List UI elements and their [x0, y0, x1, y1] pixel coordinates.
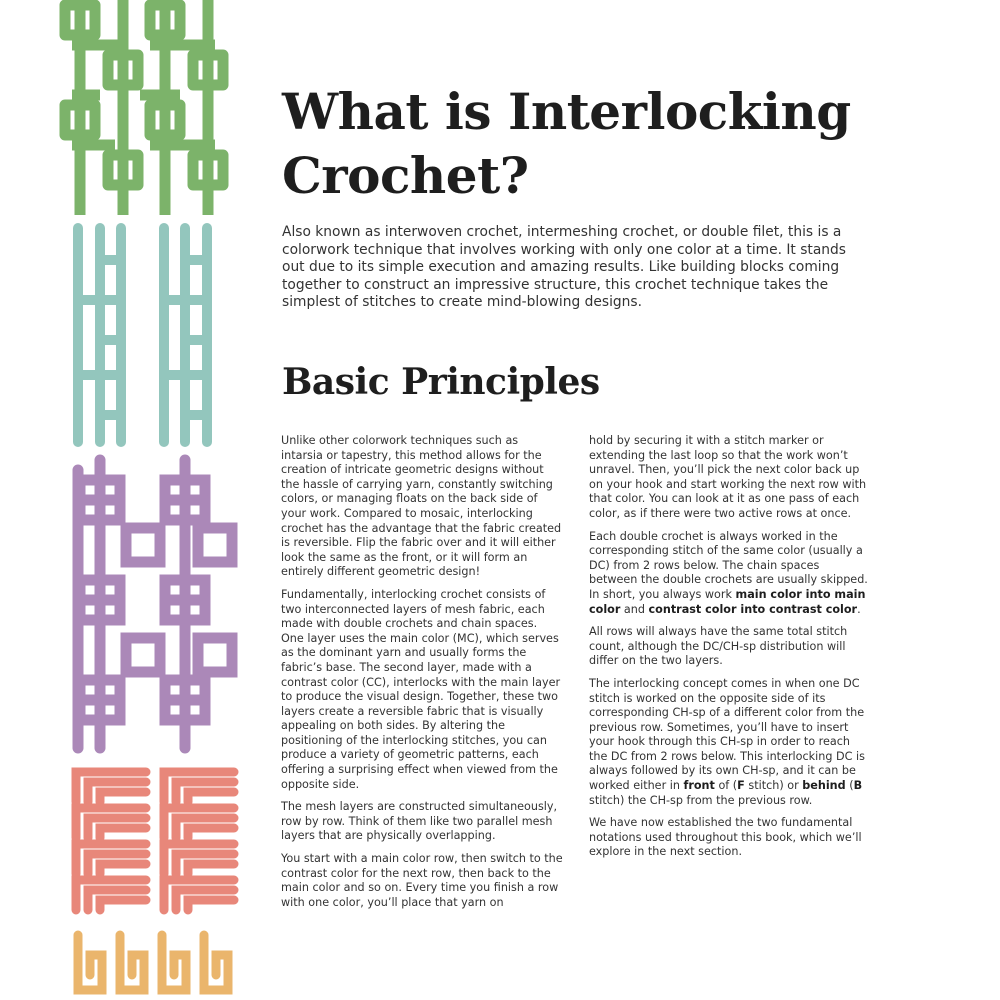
page-title: What is Interlocking Crochet?	[282, 82, 851, 205]
body-paragraph: Fundamentally, interlocking crochet consists of two interconnected layers of mesh fabric, each made with double crochets and chain spaces. One layer uses the main color (MC), which serves as the dominant yarn and usually forms the fabric’s base. The second layer, made with a contrast color (CC), interlocks with the main layer to produce the visual design. Together, these two layers create a reversible fabric that is visually appealing on both sides. By altering the positioning of the interlocking stitches, you can produce a variety of geometric patterns, each offering a surprising effect when viewed from the opposite side.	[281, 587, 561, 791]
pattern-shape	[100, 792, 146, 802]
left-text-column	[281, 434, 563, 918]
pattern-shape	[188, 828, 234, 838]
bold-front: front	[683, 779, 715, 793]
stitch-or-text: stitch) or	[748, 779, 799, 793]
end-text: stitch) the CH-sp from the previous row.	[589, 793, 813, 807]
pattern-shape	[188, 864, 234, 874]
pattern-shape	[100, 828, 146, 838]
intro-paragraph: Also known as interwoven crochet, intermeshing crochet, or double filet, this is a colorwork technique that involves working with only one color at a time. It stands out due to its simple execution and amazing results. Like building blocks coming together to construct an impressive structure, this crochet technique takes the simplest of stitches to create mind-blowing designs.	[282, 224, 846, 311]
paren-text: (	[849, 779, 854, 793]
right-text-column	[589, 434, 871, 868]
of-text: of (	[718, 779, 738, 793]
purple-cross-motif	[78, 460, 232, 748]
body-paragraph: All rows will always have the same total stitch count, although the DC/CH-sp distribution will differ on the two layers.	[589, 625, 848, 668]
body-paragraph: You start with a main color row, then switch to the contrast color for the next row, then back to the main color and so on. Every time you finish a row with one color, you’ll place that yarn on	[281, 852, 563, 909]
rule-text: Each double crochet is always worked in the corresponding stitch of the same color (usually a DC) from 2 rows below. The chain spaces between the double crochets are usually skipped. In short, you always work	[589, 529, 868, 601]
pattern-shape	[100, 864, 146, 874]
pattern-shape	[100, 900, 146, 910]
bold-f: F	[737, 779, 745, 793]
coral-corner-motif	[76, 772, 234, 910]
bold-main-color-rule: main color into main color	[589, 587, 866, 616]
teal-spiral-motif	[78, 228, 207, 442]
conjunction-text: and	[623, 602, 645, 616]
pattern-shape	[78, 935, 102, 990]
green-interlocking-motif	[65, 0, 223, 215]
pattern-shape	[204, 935, 228, 990]
body-paragraph: hold by securing it with a stitch marker or extending the last loop so that the work won’t unravel. Then, you’ll pick the next color back up on your hook and start working the next row with that color. You can look at it as one pass of each color, as if there were two active rows at once.	[589, 434, 867, 520]
pattern-shape	[162, 935, 186, 990]
decorative-pattern-strip	[0, 0, 260, 1000]
bold-behind: behind	[802, 779, 846, 793]
section-heading: Basic Principles	[282, 361, 600, 403]
body-paragraph-rule	[589, 530, 871, 618]
pattern-shape	[198, 528, 232, 562]
pattern-shape	[188, 900, 234, 910]
pattern-shape	[126, 528, 160, 562]
pattern-shape	[126, 638, 160, 672]
pattern-shape	[188, 792, 234, 802]
pattern-shape	[120, 935, 144, 990]
period: .	[857, 602, 861, 616]
body-paragraph-interlocking	[589, 677, 871, 808]
bold-contrast-color-rule: contrast color into contrast color	[648, 602, 858, 616]
body-paragraph: The mesh layers are constructed simultaneously, row by row. Think of them like two parallel mesh layers that are physically overlapping.	[281, 800, 558, 843]
body-paragraph: We have now established the two fundamental notations used throughout this book, which we’ll explore in the next section.	[589, 816, 862, 859]
orange-hook-motif	[78, 935, 228, 990]
body-paragraph: Unlike other colorwork techniques such as intarsia or tapestry, this method allows for the creation of intricate geometric designs without the hassle of carrying yarn, constantly switching colors, or managing floats on the back side of your work. Compared to mosaic, interlocking crochet has the advantage that the fabric created is reversible. Flip the fabric over and it will either look the same as the front, or it will form an entirely different geometric design!	[281, 434, 562, 579]
bold-b: B	[853, 779, 863, 793]
pattern-shape	[198, 638, 232, 672]
interlocking-text: The interlocking concept comes in when one DC stitch is worked on the opposite side of its corresponding CH-sp of a different color from the previous row. Sometimes, you’ll have to insert your hook through this CH-sp in order to reach the DC from 2 rows below. This interlocking DC is always followed by its own CH-sp, and it can be worked either in	[589, 676, 865, 793]
